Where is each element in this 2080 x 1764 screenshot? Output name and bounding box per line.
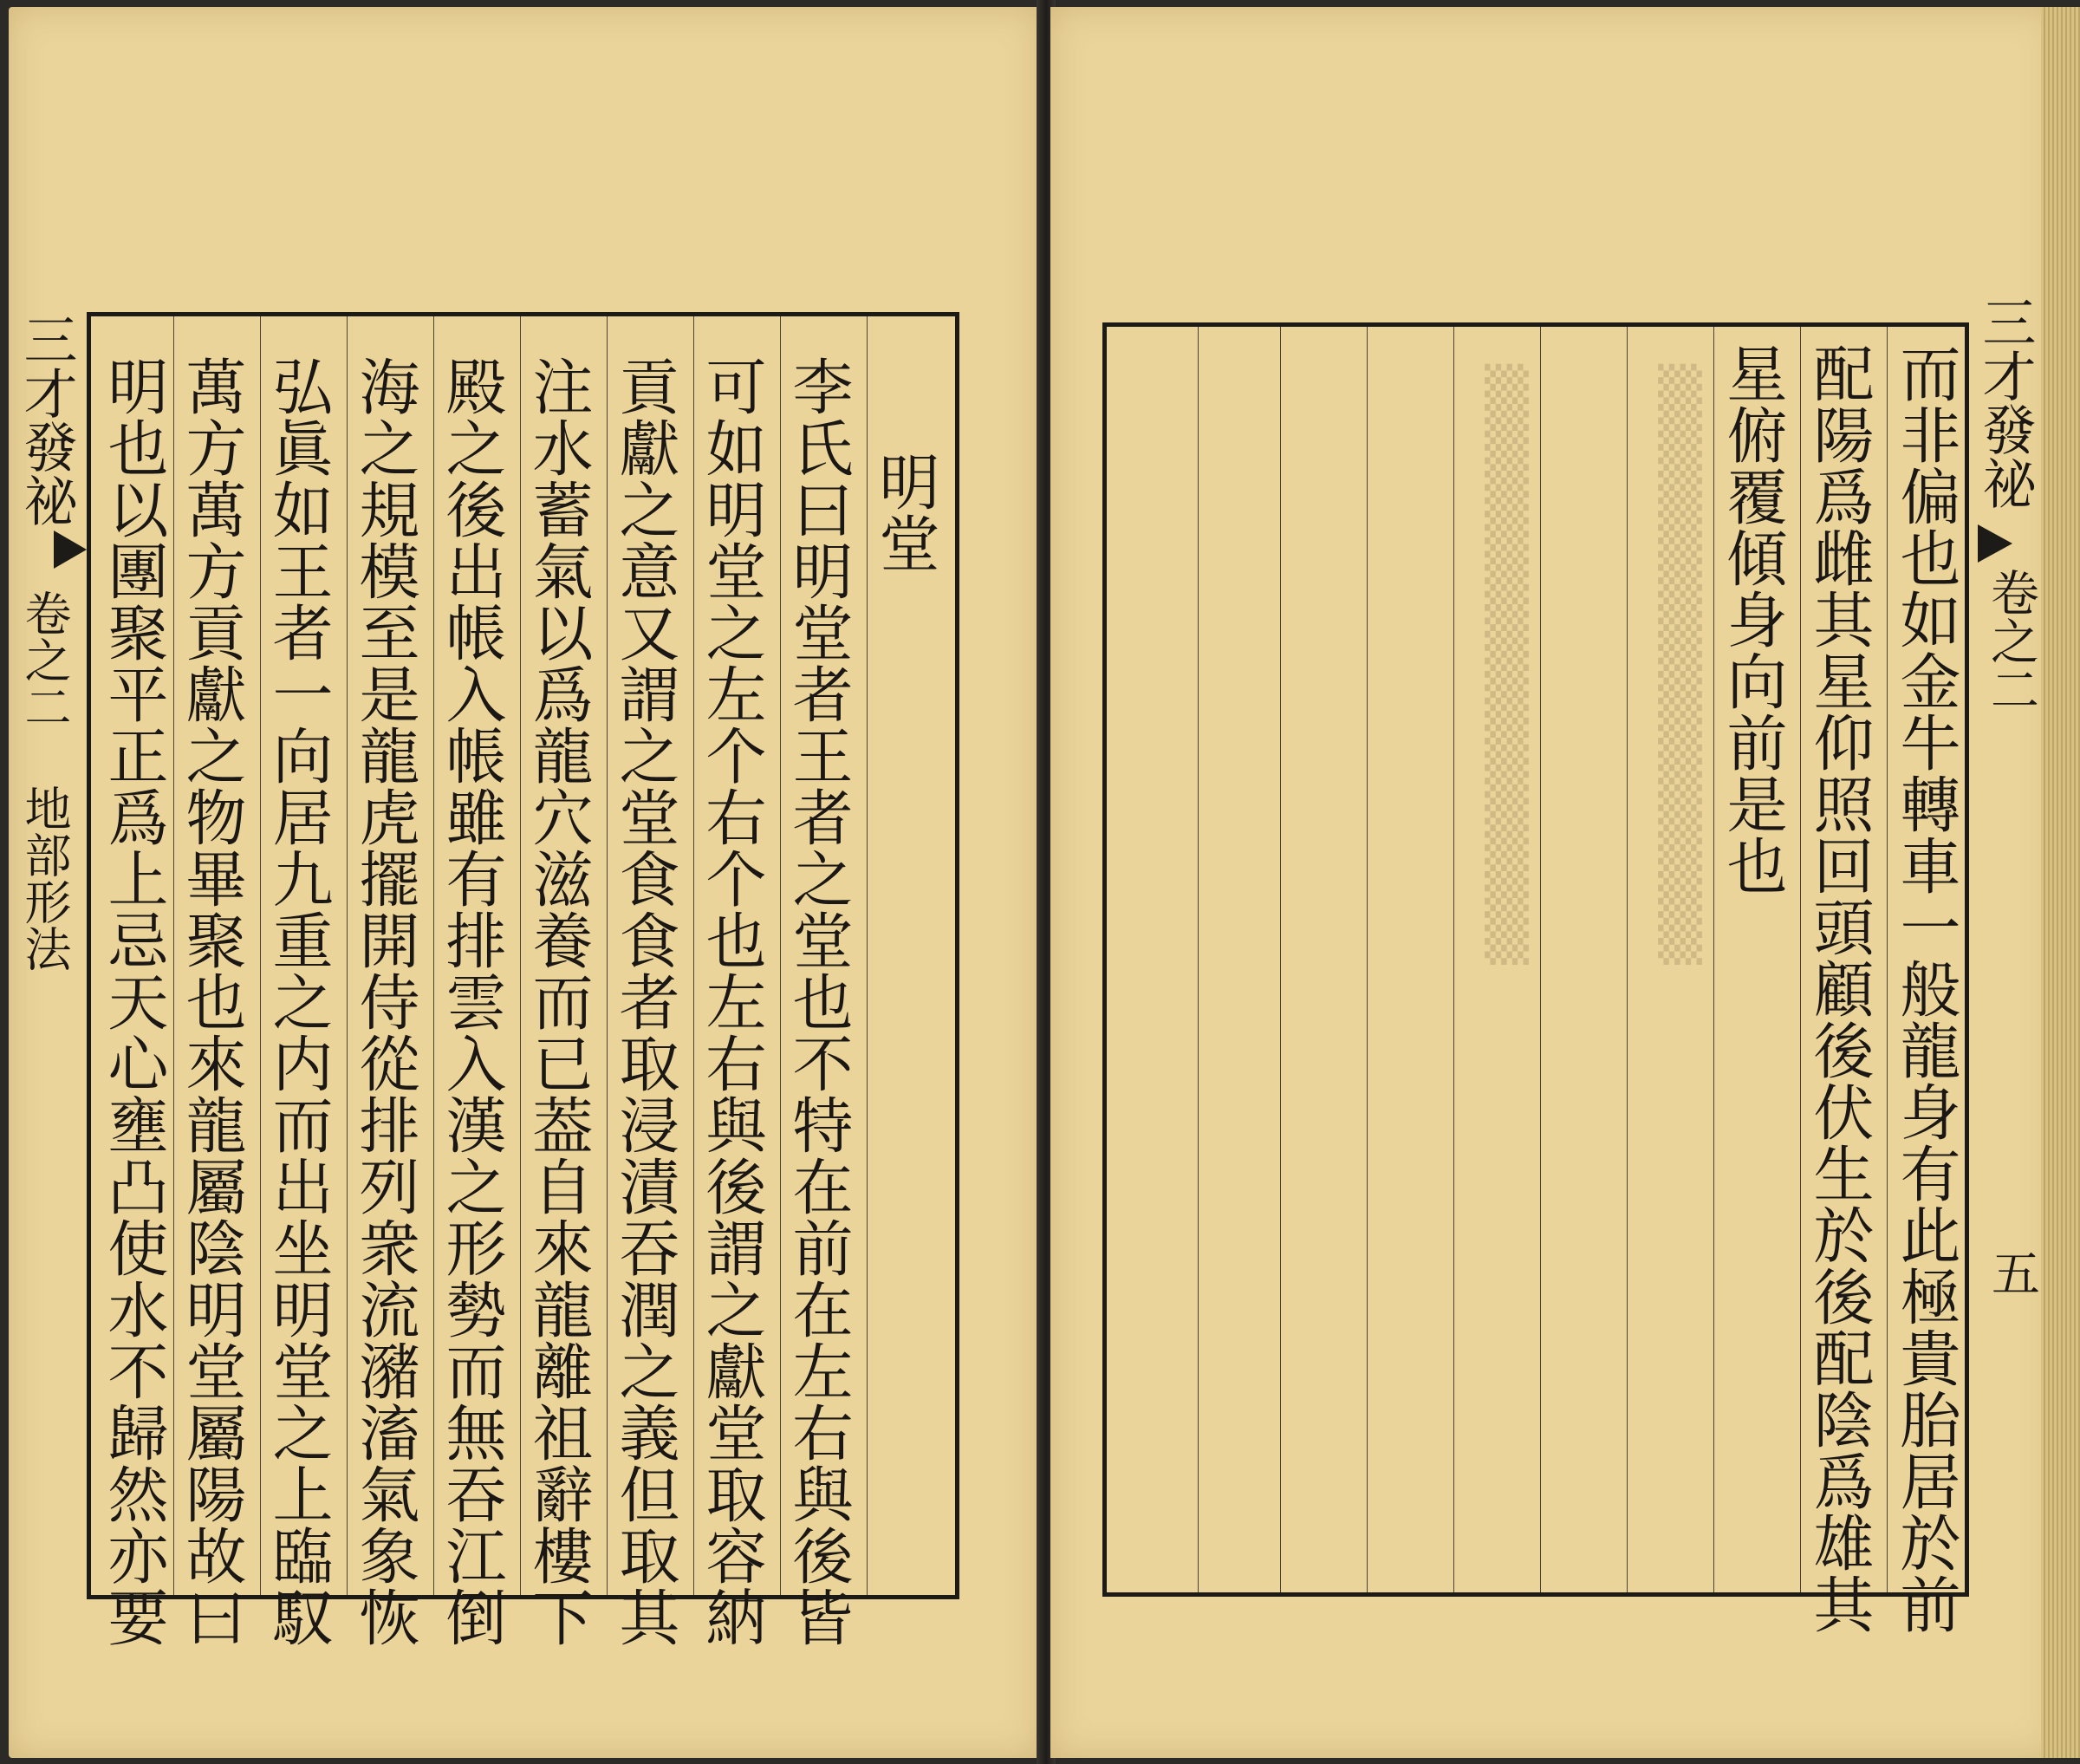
bleed-through: ▒▒▒▒▒▒▒▒▒ xyxy=(1473,364,1540,965)
text-column: 貢獻之意又謂之堂食食者取浸漬吞潤之義但取其 xyxy=(609,355,680,1648)
text-column: 而非偏也如金牛轉車一般龍身有此極貴胎居於前 xyxy=(1890,342,1961,1635)
text-column: 明也以團聚平正爲上忌天心壅凸使水不歸然亦要 xyxy=(98,355,169,1648)
page-edges xyxy=(2041,7,2080,1758)
right-margin-book-title: 三才發祕 xyxy=(1973,295,2037,510)
leaf-number: 五 xyxy=(1984,1248,2040,1297)
fish-tail-mark xyxy=(54,531,87,569)
left-margin-book-title: 三才發祕 xyxy=(15,312,78,527)
text-column: 萬方萬方貢獻之物畢聚也來龍屬陰明堂屬陽故曰 xyxy=(176,355,247,1648)
text-column: 弘眞如王者一向居九重之内而出坐明堂之上臨馭 xyxy=(263,355,334,1648)
text-column: 星俯覆傾身向前是也 xyxy=(1717,342,1788,896)
text-column-heading: 明堂 xyxy=(869,451,940,574)
bleed-through: ▒▒▒▒▒▒▒▒▒ xyxy=(1647,364,1713,965)
text-column: 注水蓄氣以爲龍穴滋養而已葢自來龍離祖辭樓下 xyxy=(523,355,594,1648)
text-column: 可如明堂之左个右个也左右與後謂之獻堂取容納 xyxy=(696,355,767,1648)
fish-tail-mark xyxy=(1978,524,2012,563)
text-column: 配陽爲雌其星仰照回頭顧後伏生於後配陰爲雄其 xyxy=(1804,342,1875,1635)
text-column: 殿之後出帳入帳雖有排雲入漢之形勢而無吞江倒 xyxy=(436,355,507,1648)
text-column: 海之規模至是龍虎擺開侍從排列衆流瀦滀氣象恢 xyxy=(349,355,420,1648)
text-column: 李氏曰明堂者王者之堂也不特在前在左右與後皆 xyxy=(783,355,854,1648)
right-margin-chapter: 卷之二 xyxy=(1983,568,2039,713)
left-margin-chapter: 卷之二 地部形法 xyxy=(17,589,72,972)
